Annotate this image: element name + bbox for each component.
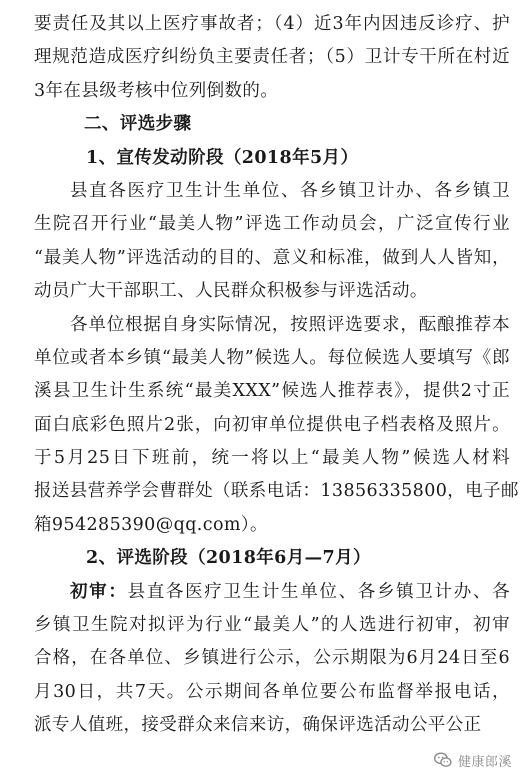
- text-line: 3年在县级考核中位列倒数的。: [34, 80, 279, 101]
- subsection-heading: 2、评选阶段（2018年6月—7月）: [86, 548, 371, 569]
- text-line: 生院召开行业“最美人物”评选工作动员会，广泛宣传行业: [34, 214, 510, 235]
- text-line: 箱954285390@qq.com）。: [34, 514, 268, 535]
- text-line: “最美人物”评选活动的目的、意义和标准，做到人人皆知，: [34, 247, 510, 268]
- wechat-icon: [433, 750, 453, 770]
- watermark-text: 健康郎溪: [457, 754, 512, 770]
- text-line: 理规范造成医疗纠纷负主要责任者；（5）卫计专干所在村近: [34, 47, 510, 68]
- first-review-label: 初审：: [70, 581, 128, 602]
- watermark: [429, 748, 516, 772]
- first-review-text: 县直各医疗卫生计生单位、各乡镇卫计办、各: [127, 581, 510, 602]
- text-line: 派专人值班，接受群众来信来访，确保评选活动公平公正: [34, 715, 482, 736]
- text-line: 溪县卫生计生系统“最美XXX”候选人推荐表》，提供2寸正: [34, 381, 510, 402]
- text-line: 各单位根据自身实际情况，按照评选要求，酝酿推荐本: [70, 314, 510, 335]
- text-line: 县直各医疗卫生计生单位、各乡镇卫计办、各乡镇卫: [70, 180, 510, 201]
- text-line: 月30日，共7天。公示期间各单位要公布监督举报电话，: [34, 681, 510, 702]
- section-heading: 二、评选步骤: [84, 114, 192, 135]
- text-line: 合格，在各单位、乡镇进行公示，公示期限为6月24日至6: [34, 648, 510, 669]
- subsection-heading: 1、宣传发动阶段（2018年5月）: [86, 147, 359, 168]
- text-line: 面白底彩色照片2张，向初审单位提供电子档表格及照片。: [34, 414, 510, 435]
- text-line: 动员广大干部职工、人民群众积极参与评选活动。: [34, 281, 428, 302]
- text-line: 于5月25日下班前，统一将以上“最美人物”候选人材料: [34, 448, 510, 469]
- text-line: 单位或者本乡镇“最美人物”候选人。每位候选人要填写《郎: [34, 347, 510, 368]
- text-line: [34, 576, 510, 609]
- text-line: 报送县营养学会曹群处（联系电话：13856335800，电子邮: [34, 481, 519, 502]
- text-line: 要责任及其以上医疗事故者；（4）近3年内因违反诊疗、护: [34, 14, 510, 34]
- text-line: 乡镇卫生院对拟评为行业“最美人”的人选进行初审，初审: [34, 615, 510, 636]
